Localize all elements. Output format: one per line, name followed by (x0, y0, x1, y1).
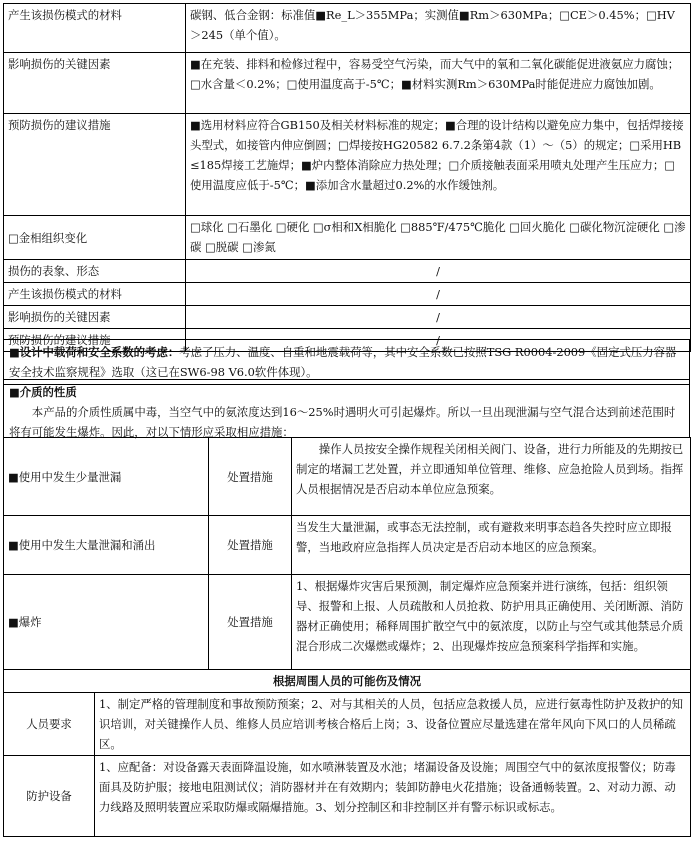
table-row (4, 260, 691, 283)
table-row (4, 4, 691, 53)
case-content: 当发生大量泄漏，或事态无法控制，或有避救来明事态趋各失控时应立即报警，当地政府应急指挥人员决定是否启动本地区的应急预案。 (292, 516, 691, 575)
table-row (4, 306, 691, 329)
row-content: / (186, 306, 691, 329)
table-header: 根据周围人员的可能伤及情况 (4, 670, 691, 693)
row-content: 碳钢、低合金钢：标准值■Re_L＞355MPa；实测值■Rm＞630MPa；□CE＞0.45%；□HV＞245（单个值）。 (186, 4, 691, 53)
table-row (4, 756, 691, 837)
case-content: 操作人员按安全操作规程关闭相关阀门、设备，进行力所能及的先期按已制定的堵漏工艺处置，并立即通知单位管理、维修、应急抢险人员到场。指挥人员根据情况是否启动本单位应急预案。 (292, 438, 691, 516)
row-label: 产生该损伤模式的材料 (4, 283, 186, 306)
section-text: 本产品的介质性质属中毒，当空气中的氨浓度达到16～25%时遇明火可引起爆炸。所以一旦出现泄漏与空气混合达到前述范围时将有可能发生爆炸。因此，对以下情形应采取相应措施： (9, 405, 676, 439)
row-content: / (186, 283, 691, 306)
leak-response-table (3, 437, 691, 670)
case-content: 1、根据爆炸灾害后果预测，制定爆炸应急预案并进行演练，包括：组织领导、报警和上报、人员疏散和人员抢救、防护用具正确使用、关闭断源、消防器材正确使用；稀释周围扩散空气中的氨浓度，以防止与空气或其他禁忌介质混合形成二次爆燃或爆炸；2、出现爆炸按应急预案科学指挥和实施。 (292, 575, 691, 670)
case-label: ■使用中发生大量泄漏和涌出 (4, 516, 209, 575)
damage-mode-table (3, 3, 691, 352)
row-content: / (186, 329, 691, 352)
case-label: ■爆炸 (4, 575, 209, 670)
row-label: 人员要求 (4, 693, 95, 756)
row-label: 预防损伤的建议措施 (4, 114, 186, 216)
table-row (4, 53, 691, 114)
row-label: 影响损伤的关键因素 (4, 306, 186, 329)
table-row (4, 216, 691, 260)
row-content: ■在充装、排料和检修过程中，容易受空气污染，而大气中的氧和二氧化碳能促进液氨应力腐蚀；□水含量＜0.2%；□使用温度高于-5℃；■材料实测Rm＞630MPa时能促进应力腐蚀加剧。 (186, 53, 691, 114)
table-row (4, 516, 691, 575)
section-title: ■介质的性质 (9, 385, 77, 399)
row-label: 预防损伤的建议措施 (4, 329, 186, 352)
row-content: 1、应配备：对设备露天表面降温设施，如水喷淋装置及水池；堵漏设备及设施；周围空气中的氨浓度报警仪；防毒面具及防护服；接地电阻测试仪；消防器材并在有效期内；装卸防静电火花措施；设备通畅装置。2、对动力源、动力线路及照明装置应采取防爆或隔爆措施。3、划分控制区和非控制区并有警示标识或标志。 (95, 756, 691, 837)
row-label: 产生该损伤模式的材料 (4, 4, 186, 53)
row-label: 损伤的表象、形态 (4, 260, 186, 283)
row-content: 1、制定严格的管理制度和事故预防预案；2、对与其相关的人员，包括应急救援人员，应进行氨毒性防护及救护的知识培训，对关键操作人员、维修人员应培训考核合格后上岗；3、设备位置应尽量选建在常年风向下风口的人员稀疏区。 (95, 693, 691, 756)
row-label: 防护设备 (4, 756, 95, 837)
row-content: ■选用材料应符合GB150及相关材料标准的规定；■合理的设计结构以避免应力集中，包括焊接接头型式，如接管内伸应倒圆；□焊接按HG20582 6.7.2条第4款（1）～（5）的规定；□采用HB≤185焊接工艺施焊；■炉内整体消除应力热处理；□介质接触表面采用喷丸处理产生压应力；□使用温度应低于-5℃；■添加含水量超过0.2%的水作缓蚀剂。 (186, 114, 691, 216)
table-header-row (4, 670, 691, 693)
table-row (4, 693, 691, 756)
table-row (4, 438, 691, 516)
row-content: / (186, 260, 691, 283)
row-content: □球化 □石墨化 □硬化 □σ相和X相脆化 □885℉/475℃脆化 □回火脆化 □碳化物沉淀硬化 □渗碳 □脱碳 □渗氮 (186, 216, 691, 260)
measure-label: 处置措施 (209, 516, 292, 575)
measure-label: 处置措施 (209, 438, 292, 516)
table-row (4, 114, 691, 216)
personnel-protection-table (3, 669, 691, 837)
row-label: 影响损伤的关键因素 (4, 53, 186, 114)
table-row (4, 575, 691, 670)
table-row (4, 283, 691, 306)
section-text: 考虑了压力、温度、自重和地震载荷等，其中安全系数已按照TSG R0004-2009《固定式压力容器安全技术监察规程》选取（这已在SW6-98 V6.0软件体现）。 (9, 345, 677, 379)
medium-properties-section (3, 379, 690, 438)
measure-label: 处置措施 (209, 575, 292, 670)
section-title: ■设计中载荷和安全系数的考虑： (9, 345, 180, 359)
case-label: ■使用中发生少量泄漏 (4, 438, 209, 516)
row-label: □金相组织变化 (4, 216, 186, 260)
